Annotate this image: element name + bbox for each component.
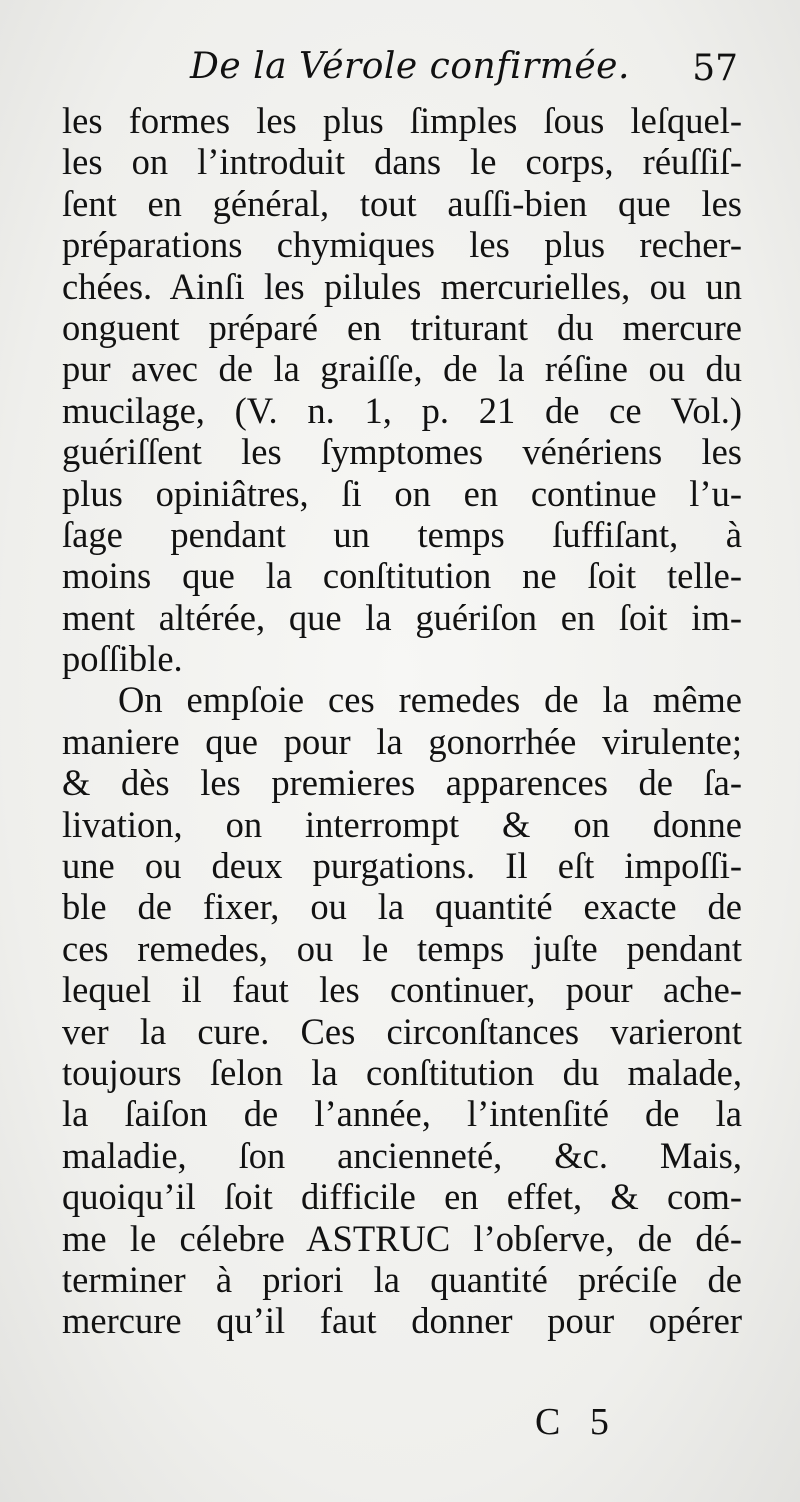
text-line: préparations chymiques les plus recher- — [62, 224, 742, 266]
text-line: ment altérée, que la guériſon en ſoit im- — [62, 596, 742, 638]
text-line: lequel il faut les continuer, pour ache- — [62, 969, 742, 1011]
text-line: me le célebre ASTRUC l’obſerve, de dé- — [62, 1217, 742, 1259]
text-line: ver la cure. Ces circonſtances varieront — [62, 1010, 742, 1052]
text-line: guériſſent les ſymptomes vénériens les — [62, 431, 742, 473]
running-title: De la Vérole confirmée. — [190, 46, 630, 87]
text-line: maladie, ſon ancienneté, &c. Mais, — [62, 1134, 742, 1176]
text-line: ces remedes, ou le temps juſte pendant — [62, 927, 742, 969]
text-line: mucilage, (V. n. 1, p. 21 de ce Vol.) — [62, 389, 742, 431]
text-line: une ou deux purgations. Il eſt impoſſi- — [62, 845, 742, 887]
text-line: ſage pendant un temps ſuffiſant, à — [62, 513, 742, 555]
text-line: plus opiniâtres, ſi on en continue l’u- — [62, 472, 742, 514]
text-line: moins que la conſtitution ne ſoit telle- — [62, 555, 742, 597]
text-line: terminer à priori la quantité préciſe de — [62, 1258, 742, 1300]
paragraph-start-line: On empſoie ces remedes de la même — [118, 679, 742, 721]
text-line: livation, on interrompt & on donne — [62, 803, 742, 845]
text-line: onguent préparé en triturant du mercure — [62, 306, 742, 348]
text-line: poſſible. — [62, 638, 183, 680]
text-line: les on l’introduit dans le corps, réuſſiſ- — [62, 141, 742, 183]
text-line: toujours ſelon la conſtitution du malade, — [62, 1051, 742, 1093]
text-line: pur avec de la graiſſe, de la réſine ou du — [62, 348, 742, 390]
signature-mark: C 5 — [535, 1401, 619, 1443]
text-line: maniere que pour la gonorrhée virulente; — [62, 720, 742, 762]
body-text — [62, 100, 742, 1342]
text-line: ble de fixer, ou la quantité exacte de — [62, 886, 742, 928]
text-line: ſent en général, tout auſſi-bien que les — [62, 182, 742, 224]
text-line: les formes les plus ſimples ſous leſquel- — [62, 100, 742, 141]
page-header — [60, 44, 750, 104]
text-line: chées. Ainſi les pilules mercurielles, ou un — [62, 265, 742, 307]
text-line: la ſaiſon de l’année, l’intenſité de la — [62, 1093, 742, 1135]
text-line: mercure qu’il faut donner pour opérer — [62, 1300, 742, 1342]
page-number: 57 — [692, 48, 738, 89]
text-line: quoiqu’il ſoit difficile en effet, & com- — [62, 1176, 742, 1218]
text-line: & dès les premieres apparences de ſa- — [62, 762, 742, 804]
